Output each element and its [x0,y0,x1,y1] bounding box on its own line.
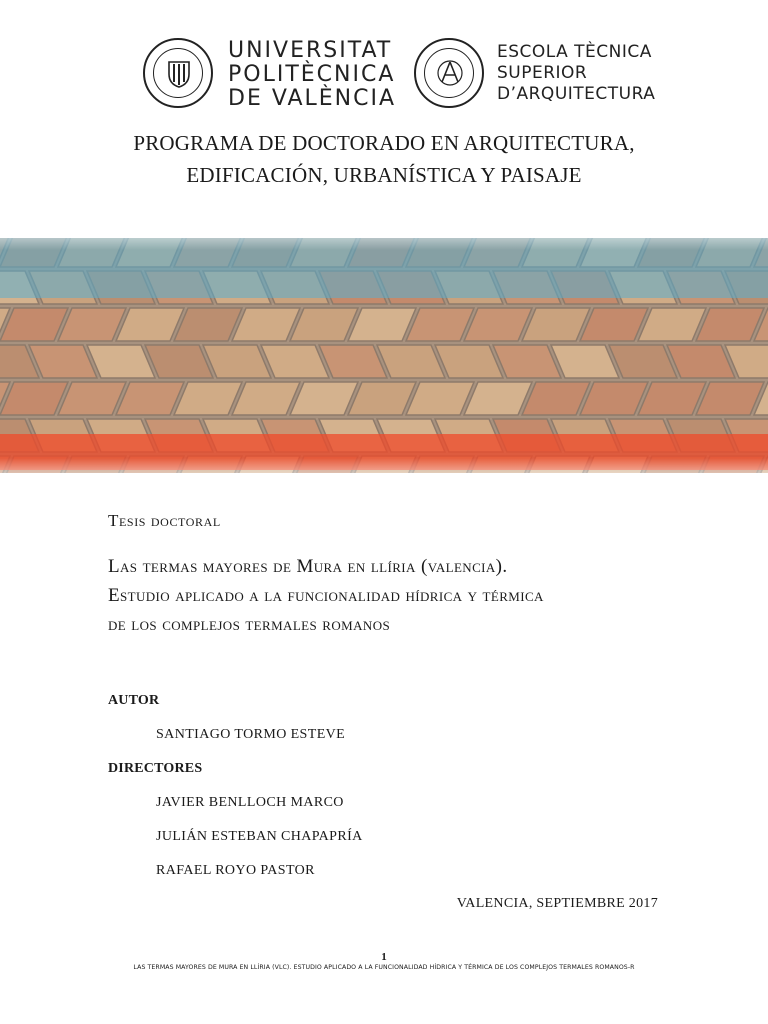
running-footer: LAS TERMAS MAYORES DE MURA EN LLÍRIA (VLC). ESTUDIO APLICADO A LA FUNCIONALIDAD HÍDRICA Y TÉRMICA DE LOS COMPLEJOS TERMALES ROMANOS-R [133,964,635,971]
thesis-kind: Tesis doctoral [108,511,221,530]
author-label: AUTOR [108,693,160,708]
etsa-wordmark: ESCOLA TÈCNICA SUPERIOR D’ARQUITECTURA [497,42,656,104]
page-number: 1 [381,951,387,963]
thesis-title: Las termas mayores de Mura en llíria (valencia). Estudio aplicado a la funcionalidad hídrica y térmica de los complejos termales romanos [108,556,544,635]
etsa-seal-icon [414,38,484,108]
director-name: RAFAEL ROYO PASTOR [156,863,315,878]
director-name: JULIÁN ESTEBAN CHAPAPRÍA [156,829,363,844]
brick-pavement-banner [0,220,768,490]
directors-label: DIRECTORES [108,761,203,776]
director-name: JAVIER BENLLOCH MARCO [156,795,344,810]
upv-wordmark: UNIVERSITAT POLITÈCNICA DE VALÈNCIA [228,38,397,111]
place-date: VALENCIA, SEPTIEMBRE 2017 [456,896,658,911]
upv-seal-icon [143,38,213,108]
shield-icon [167,60,191,88]
compass-icon [435,58,465,88]
program-title: PROGRAMA DE DOCTORADO EN ARQUITECTURA, EDIFICACIÓN, URBANÍSTICA Y PAISAJE [133,131,635,187]
author-name: SANTIAGO TORMO ESTEVE [156,727,346,742]
